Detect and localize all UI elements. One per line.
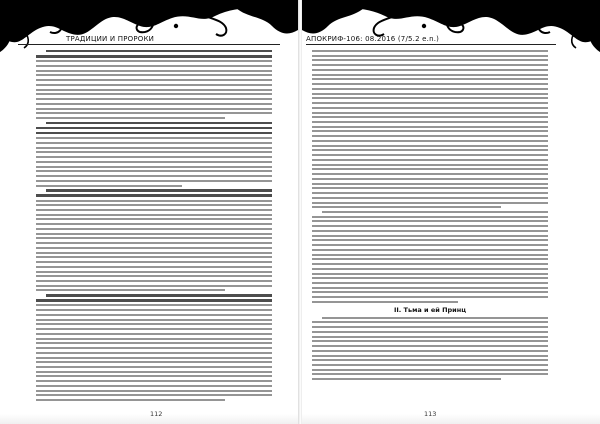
section-heading: II. Тьма и ей Принц — [393, 305, 467, 314]
header-rule-right — [306, 44, 556, 45]
footer-band-right — [302, 414, 600, 424]
page-number-right: 113 — [424, 410, 437, 418]
left-body-text — [36, 50, 272, 404]
page-number-left: 112 — [150, 410, 163, 418]
left-page — [0, 0, 298, 424]
right-page — [302, 0, 600, 424]
running-head-left: ТРАДИЦИИ И ПРОРОКИ — [66, 35, 155, 43]
footer-band-left — [0, 414, 298, 424]
header-rule-left — [18, 44, 280, 45]
right-body-text — [312, 50, 548, 383]
running-head-right: АПОКРИФ-106: 08.2016 (7/5.2 e.n.) — [306, 35, 440, 43]
